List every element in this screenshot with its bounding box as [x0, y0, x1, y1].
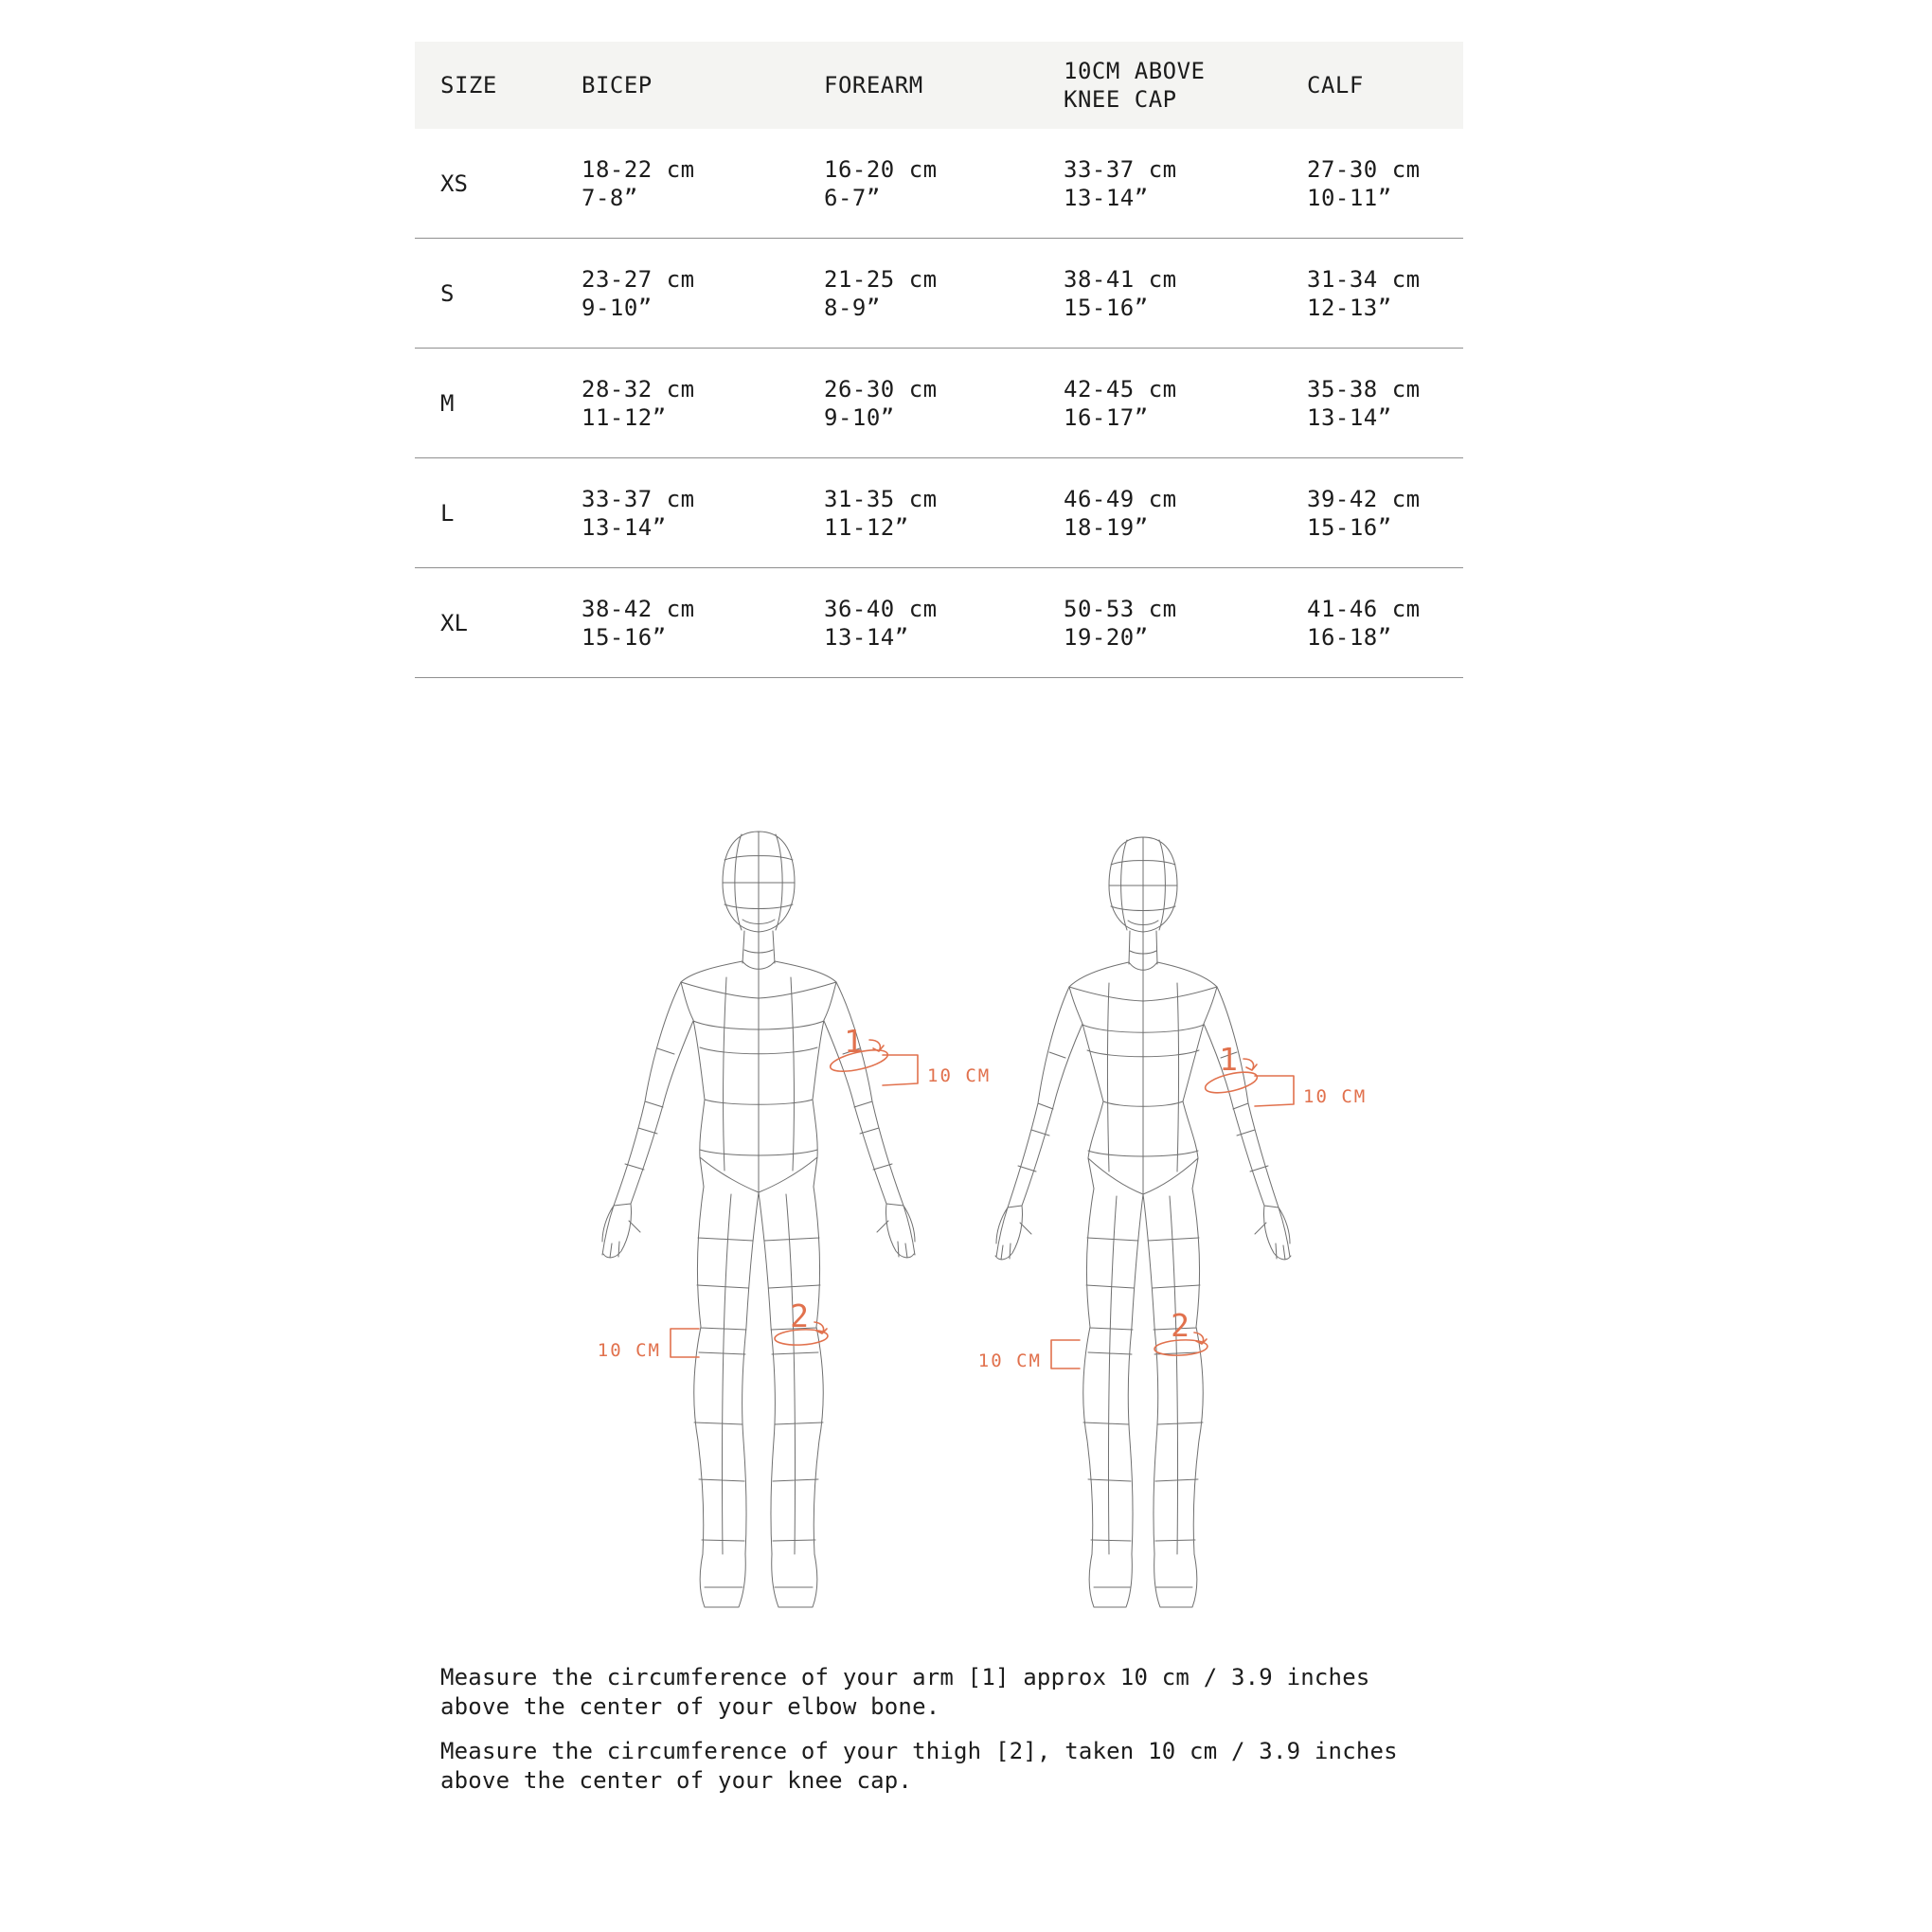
male-neck-mesh: [742, 931, 775, 1191]
female-feet-mesh: [1089, 1554, 1197, 1607]
size-label: M: [440, 389, 455, 417]
bicep-cell: 23-27 cm 9-10”: [581, 265, 695, 321]
forearm-cell: 21-25 cm 8-9”: [824, 265, 938, 321]
bicep-cell: 38-42 cm 15-16”: [581, 595, 695, 651]
calf-cell: 39-42 cm 15-16”: [1307, 485, 1421, 541]
column-header-size: [440, 71, 581, 99]
bicep-cell: 18-22 cm 7-8”: [581, 155, 695, 211]
column-header-calf-label: CALF: [1307, 72, 1364, 98]
measuring-instructions: [440, 1663, 1416, 1811]
male-arm-annotation: [829, 1023, 991, 1086]
male-thigh-dim-bracket: [671, 1329, 699, 1357]
size-label: XS: [440, 170, 468, 197]
male-left-arm-mesh: [602, 982, 693, 1258]
size-label: L: [440, 499, 455, 527]
female-thigh-dim-bracket: [1051, 1340, 1080, 1368]
calf-cell: 41-46 cm 16-18”: [1307, 595, 1421, 651]
above-knee-cell: 46-49 cm 18-19”: [1064, 485, 1177, 541]
forearm-cell: 16-20 cm 6-7”: [824, 155, 938, 211]
table-row-l: [415, 458, 1463, 568]
bicep-cell: 33-37 cm 13-14”: [581, 485, 695, 541]
size-label: S: [440, 279, 455, 307]
male-arm-dim-bracket: [883, 1055, 918, 1085]
male-thigh-dim-label: 10 CM: [597, 1340, 661, 1361]
table-row-xs: [415, 129, 1463, 239]
thigh-instruction: Measure the circumference of your thigh [2], taken 10 cm / 3.9 inches above the center of your knee cap.: [440, 1738, 1398, 1794]
column-header-bicep-label: BICEP: [581, 72, 653, 98]
female-wireframe-figure: [995, 837, 1291, 1607]
female-arm-annotation: [1204, 1041, 1368, 1107]
forearm-cell: 36-40 cm 13-14”: [824, 595, 938, 651]
female-head-mesh: [1109, 837, 1177, 932]
female-arm-dim-label: 10 CM: [1303, 1086, 1368, 1107]
column-header-forearm-label: FOREARM: [824, 72, 923, 98]
column-header-size-label: SIZE: [440, 72, 497, 98]
forearm-cell: 31-35 cm 11-12”: [824, 485, 938, 541]
male-wireframe-figure: [602, 832, 915, 1607]
male-arm-dim-label: 10 CM: [927, 1065, 992, 1086]
above-knee-cell: 33-37 cm 13-14”: [1064, 155, 1177, 211]
female-arm-rotation-arrow-icon: [1243, 1059, 1257, 1070]
calf-cell: 31-34 cm 12-13”: [1307, 265, 1421, 321]
male-right-arm-mesh: [824, 982, 915, 1258]
forearm-cell: 26-30 cm 9-10”: [824, 375, 938, 431]
male-head-mesh: [723, 832, 795, 932]
measurement-diagram: [398, 814, 1496, 1629]
female-legs-mesh: [1083, 1189, 1204, 1554]
column-header-bicep: [581, 71, 824, 99]
column-header-forearm: [824, 71, 1064, 99]
above-knee-cell: 50-53 cm 19-20”: [1064, 595, 1177, 651]
female-arm-marker: 1: [1219, 1041, 1238, 1078]
table-row-m: [415, 349, 1463, 458]
female-thigh-marker: 2: [1171, 1307, 1190, 1344]
female-thigh-annotation: [978, 1307, 1208, 1371]
calf-cell: 27-30 cm 10-11”: [1307, 155, 1421, 211]
female-left-arm-mesh: [995, 987, 1082, 1260]
column-header-above-knee: [1064, 57, 1307, 114]
size-chart-header-row: [415, 42, 1463, 129]
table-row-xl: [415, 568, 1463, 678]
calf-cell: 35-38 cm 13-14”: [1307, 375, 1421, 431]
male-feet-mesh: [700, 1554, 817, 1607]
female-thigh-dim-label: 10 CM: [977, 1351, 1042, 1371]
male-thigh-marker: 2: [790, 1297, 809, 1334]
size-label: XL: [440, 609, 468, 636]
female-right-arm-mesh: [1204, 987, 1291, 1260]
column-header-above-knee-label: 10CM ABOVE KNEE CAP: [1064, 58, 1206, 113]
bicep-cell: 28-32 cm 11-12”: [581, 375, 695, 431]
male-legs-mesh: [694, 1187, 824, 1554]
column-header-calf: [1307, 71, 1463, 99]
male-arm-marker: 1: [844, 1023, 863, 1060]
above-knee-cell: 42-45 cm 16-17”: [1064, 375, 1177, 431]
female-arm-dim-bracket: [1255, 1076, 1294, 1106]
above-knee-cell: 38-41 cm 15-16”: [1064, 265, 1177, 321]
arm-instruction: Measure the circumference of your arm [1] approx 10 cm / 3.9 inches above the center of your elbow bone.: [440, 1664, 1370, 1720]
size-chart-table: [415, 42, 1463, 678]
table-row-s: [415, 239, 1463, 349]
